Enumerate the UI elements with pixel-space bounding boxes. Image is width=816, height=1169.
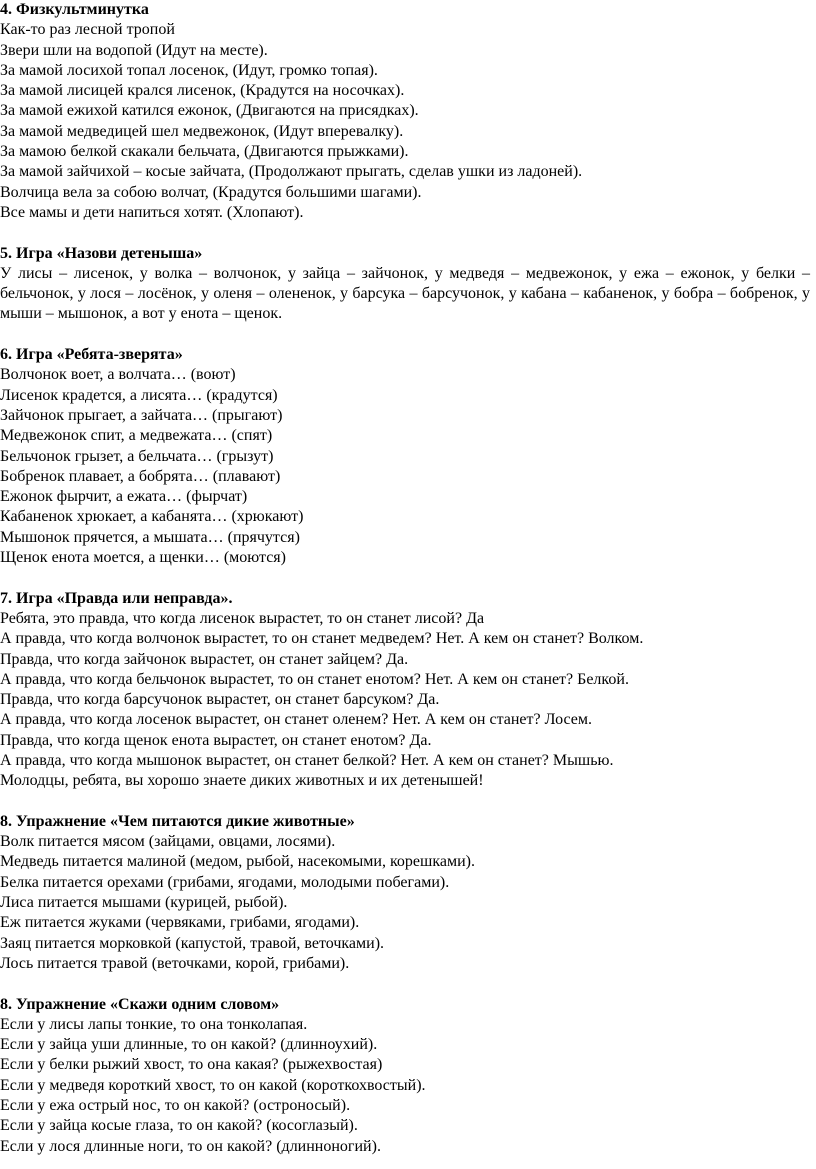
section-heading: 8. Упражнение «Чем питаются дикие животные»	[0, 812, 355, 830]
text-line: Медведь питается малиной (медом, рыбой, насекомыми, корешками).	[0, 853, 475, 871]
section-fizkultminutka	[0, 0, 816, 223]
text-line: Ежонок фырчит, а ежата… (фырчат)	[0, 488, 248, 506]
text-paragraph: У лисы – лисенок, у волка – волчонок, у зайца – зайчонок, у медведя – медвежонок, у ежа – ежонок, у белки – бельчонок, у лося – лосёнок, у оленя – олененок, у барсука – барсучонок, у кабана – кабаненок, у бобра – бобренок, у мыши – мышонок, а вот у енота – щенок.	[0, 264, 810, 323]
text-line: Щенок енота моется, а щенки… (моются)	[0, 549, 286, 567]
text-line: Если у зайца уши длинные, то он какой? (длинноухий).	[0, 1036, 378, 1054]
text-line: Кабаненок хрюкает, а кабанята… (хрюкают)	[0, 508, 304, 526]
text-line: Если у ежа острый нос, то он какой? (остроносый).	[0, 1097, 351, 1115]
section-heading: 4. Физкультминутка	[0, 1, 149, 18]
text-line: За мамою белкой скакали бельчата, (Двигаются прыжками).	[0, 143, 409, 161]
section-pravda-ili-nepravda	[0, 589, 816, 792]
text-line: За мамой лосихой топал лосенок, (Идут, громко топая).	[0, 61, 378, 79]
section-heading: 5. Игра «Назови детеныша»	[0, 244, 203, 262]
text-line: Правда, что когда зайчонок вырастет, он станет зайцем? Да.	[0, 650, 409, 668]
text-line: Волчонок воет, а волчата… (воют)	[0, 366, 236, 384]
section-nazovi-detenysha	[0, 244, 816, 325]
section-rebyata-zveryata	[0, 345, 816, 568]
section-heading: 7. Игра «Правда или неправда».	[0, 589, 233, 607]
text-line: Ребята, это правда, что когда лисенок вырастет, то он станет лисой? Да	[0, 609, 485, 627]
text-line: Если у лося длинные ноги, то он какой? (длинноногий).	[0, 1137, 381, 1155]
text-line: Лисенок крадется, а лисята… (крадутся)	[0, 386, 278, 404]
text-line: За мамой ежихой катился ежонок, (Двигаются на присядках).	[0, 102, 419, 120]
text-line: Если у лисы лапы тонкие, то она тонколапая.	[0, 1015, 308, 1033]
text-line: Бобренок плавает, а бобрята… (плавают)	[0, 467, 281, 485]
text-line: Волчица вела за собою волчат, (Крадутся большими шагами).	[0, 183, 422, 201]
text-line: За мамой лисицей крался лисенок, (Крадутся на носочках).	[0, 82, 405, 100]
text-line: Лось питается травой (веточками, корой, грибами).	[0, 954, 350, 972]
section-gap	[0, 568, 816, 588]
text-line: Молодцы, ребята, вы хорошо знаете диких животных и их детенышей!	[0, 772, 484, 790]
text-line: За мамой медведицей шел медвежонок, (Идут вперевалку).	[0, 122, 404, 140]
section-chem-pitayutsya	[0, 812, 816, 974]
text-line: А правда, что когда бельчонок вырастет, то он станет енотом? Нет. А кем он станет? Белкой.	[0, 670, 629, 688]
text-line: Еж питается жуками (червяками, грибами, ягодами).	[0, 914, 360, 932]
text-line: Медвежонок спит, а медвежата… (спят)	[0, 427, 273, 445]
section-gap	[0, 223, 816, 243]
section-gap	[0, 792, 816, 812]
text-line: Если у зайца косые глаза, то он какой? (косоглазый).	[0, 1117, 358, 1135]
section-heading: 8. Упражнение «Скажи одним словом»	[0, 995, 280, 1013]
text-line: Лиса питается мышами (курицей, рыбой).	[0, 894, 288, 912]
text-line: Зайчонок прыгает, а зайчата… (прыгают)	[0, 406, 283, 424]
section-skazhi-odnim-slovom	[0, 995, 816, 1157]
section-gap	[0, 325, 816, 345]
text-line: За мамой зайчихой – косые зайчата, (Продолжают прыгать, сделав ушки из ладоней).	[0, 163, 583, 181]
text-line: А правда, что когда волчонок вырастет, то он станет медведем? Нет. А кем он станет? Волком.	[0, 630, 644, 648]
text-line: Бельчонок грызет, а бельчата… (грызут)	[0, 447, 274, 465]
section-heading: 6. Игра «Ребята-зверята»	[0, 346, 183, 364]
text-line: Звери шли на водопой (Идут на месте).	[0, 41, 268, 59]
section-gap	[0, 974, 816, 994]
text-line: Белка питается орехами (грибами, ягодами, молодыми побегами).	[0, 873, 450, 891]
text-line: А правда, что когда лосенок вырастет, он станет оленем? Нет. А кем он станет? Лосем.	[0, 711, 592, 729]
text-line: Правда, что когда щенок енота вырастет, он станет енотом? Да.	[0, 731, 432, 749]
text-line: Если у белки рыжий хвост, то она какая? (рыжехвостая)	[0, 1056, 383, 1074]
text-line: Мышонок прячется, а мышата… (прячутся)	[0, 528, 300, 546]
text-line: Все мамы и дети напиться хотят. (Хлопают).	[0, 203, 304, 221]
text-line: Волк питается мясом (зайцами, овцами, лосями).	[0, 833, 336, 851]
text-line: Как-то раз лесной тропой	[0, 21, 175, 39]
text-line: Правда, что когда барсучонок вырастет, он станет барсуком? Да.	[0, 691, 440, 709]
text-line: Если у медведя короткий хвост, то он какой (короткохвостый).	[0, 1076, 426, 1094]
text-line: Заяц питается морковкой (капустой, травой, веточками).	[0, 934, 385, 952]
text-line: А правда, что когда мышонок вырастет, он станет белкой? Нет. А кем он станет? Мышью.	[0, 751, 614, 769]
